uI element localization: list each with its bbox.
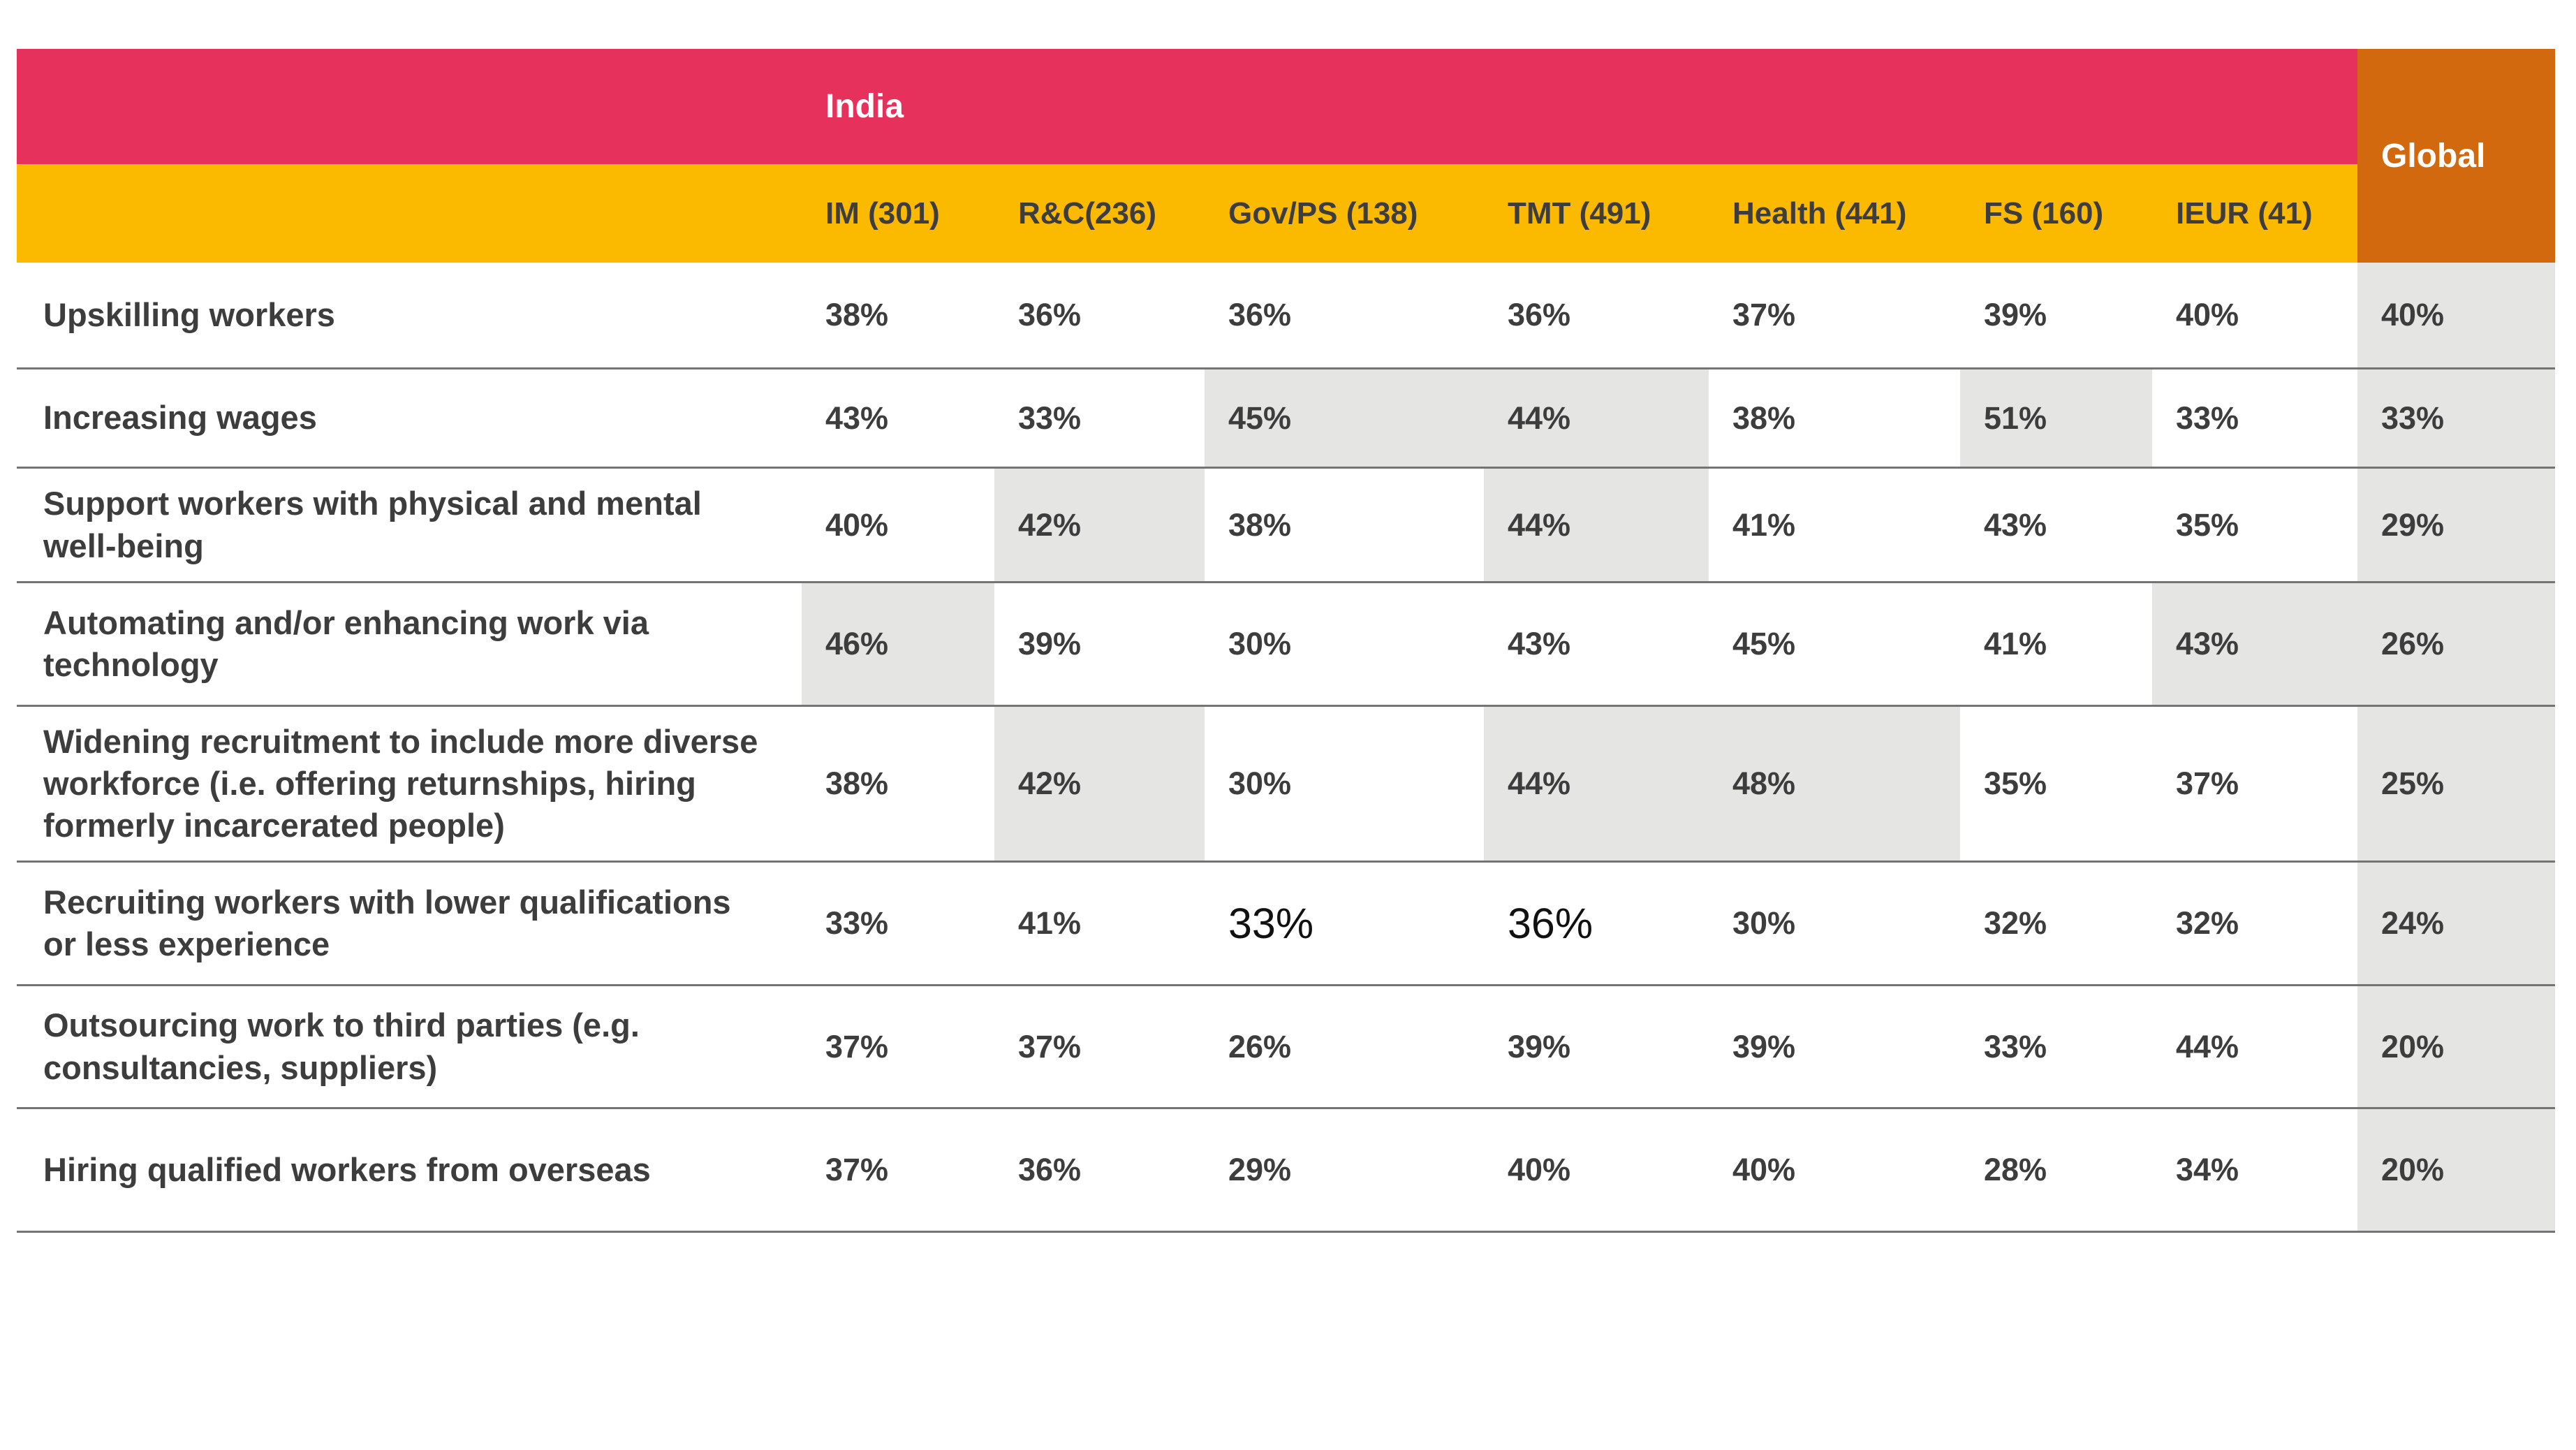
value-cell-fs: 32%: [1960, 863, 2152, 986]
value-cell-gov_ps: 45%: [1205, 369, 1484, 469]
global-header: Global: [2357, 49, 2555, 263]
value-cell-im: 40%: [802, 469, 994, 583]
value-cell-im: 37%: [802, 986, 994, 1109]
value-cell-rc: 36%: [994, 1109, 1205, 1233]
value-cell-health: 48%: [1709, 707, 1960, 863]
value-cell-ieur: 40%: [2152, 263, 2357, 369]
value-cell-ieur: 43%: [2152, 583, 2357, 707]
value-cell-global: 20%: [2357, 986, 2555, 1109]
value-cell-tmt: 44%: [1484, 469, 1709, 583]
column-header-im: IM (301): [802, 164, 994, 263]
value-cell-gov_ps: 29%: [1205, 1109, 1484, 1233]
value-cell-gov_ps: 26%: [1205, 986, 1484, 1109]
value-cell-tmt: 44%: [1484, 369, 1709, 469]
value-cell-tmt: 36%: [1484, 863, 1709, 986]
value-cell-im: 37%: [802, 1109, 994, 1233]
value-cell-ieur: 35%: [2152, 469, 2357, 583]
column-header-spacer: [17, 164, 802, 263]
row-label: Hiring qualified workers from overseas: [17, 1109, 802, 1233]
column-header-tmt: TMT (491): [1484, 164, 1709, 263]
value-cell-fs: 33%: [1960, 986, 2152, 1109]
value-cell-im: 38%: [802, 263, 994, 369]
value-cell-gov_ps: 30%: [1205, 707, 1484, 863]
value-cell-rc: 42%: [994, 469, 1205, 583]
value-cell-im: 38%: [802, 707, 994, 863]
column-header-ieur: IEUR (41): [2152, 164, 2357, 263]
value-cell-ieur: 44%: [2152, 986, 2357, 1109]
value-cell-rc: 37%: [994, 986, 1205, 1109]
value-cell-rc: 33%: [994, 369, 1205, 469]
row-label: Recruiting workers with lower qualifications or less experience: [17, 863, 802, 986]
value-cell-fs: 28%: [1960, 1109, 2152, 1233]
value-cell-global: 29%: [2357, 469, 2555, 583]
row-label: Automating and/or enhancing work via technology: [17, 583, 802, 707]
value-cell-gov_ps: 30%: [1205, 583, 1484, 707]
region-header: India: [825, 88, 904, 125]
row-label: Widening recruitment to include more diverse workforce (i.e. offering returnships, hiring formerly incarcerated people): [17, 707, 802, 863]
column-header-fs: FS (160): [1960, 164, 2152, 263]
value-cell-im: 46%: [802, 583, 994, 707]
column-header-gov-ps: Gov/PS (138): [1205, 164, 1484, 263]
row-label: Upskilling workers: [17, 263, 802, 369]
value-cell-global: 33%: [2357, 369, 2555, 469]
value-cell-global: 26%: [2357, 583, 2555, 707]
row-label: Support workers with physical and mental well-being: [17, 469, 802, 583]
value-cell-fs: 51%: [1960, 369, 2152, 469]
value-cell-tmt: 43%: [1484, 583, 1709, 707]
value-cell-rc: 36%: [994, 263, 1205, 369]
value-cell-global: 20%: [2357, 1109, 2555, 1233]
value-cell-global: 25%: [2357, 707, 2555, 863]
row-label: Increasing wages: [17, 369, 802, 469]
value-cell-health: 41%: [1709, 469, 1960, 583]
value-cell-gov_ps: 33%: [1205, 863, 1484, 986]
value-cell-im: 33%: [802, 863, 994, 986]
value-cell-fs: 39%: [1960, 263, 2152, 369]
value-cell-gov_ps: 38%: [1205, 469, 1484, 583]
value-cell-tmt: 39%: [1484, 986, 1709, 1109]
value-cell-fs: 35%: [1960, 707, 2152, 863]
value-cell-health: 40%: [1709, 1109, 1960, 1233]
value-cell-im: 43%: [802, 369, 994, 469]
value-cell-ieur: 33%: [2152, 369, 2357, 469]
column-header-rc: R&C(236): [994, 164, 1205, 263]
value-cell-global: 24%: [2357, 863, 2555, 986]
value-cell-health: 39%: [1709, 986, 1960, 1109]
value-cell-health: 45%: [1709, 583, 1960, 707]
value-cell-health: 38%: [1709, 369, 1960, 469]
value-cell-tmt: 40%: [1484, 1109, 1709, 1233]
column-header-health: Health (441): [1709, 164, 1960, 263]
value-cell-ieur: 34%: [2152, 1109, 2357, 1233]
value-cell-health: 37%: [1709, 263, 1960, 369]
value-cell-tmt: 36%: [1484, 263, 1709, 369]
sector-table: [17, 49, 2555, 1233]
value-cell-rc: 41%: [994, 863, 1205, 986]
value-cell-fs: 43%: [1960, 469, 2152, 583]
value-cell-global: 40%: [2357, 263, 2555, 369]
value-cell-gov_ps: 36%: [1205, 263, 1484, 369]
value-cell-ieur: 32%: [2152, 863, 2357, 986]
row-label: Outsourcing work to third parties (e.g. consultancies, suppliers): [17, 986, 802, 1109]
value-cell-fs: 41%: [1960, 583, 2152, 707]
value-cell-tmt: 44%: [1484, 707, 1709, 863]
region-header-band: [17, 49, 2357, 164]
value-cell-rc: 39%: [994, 583, 1205, 707]
value-cell-health: 30%: [1709, 863, 1960, 986]
value-cell-rc: 42%: [994, 707, 1205, 863]
value-cell-ieur: 37%: [2152, 707, 2357, 863]
